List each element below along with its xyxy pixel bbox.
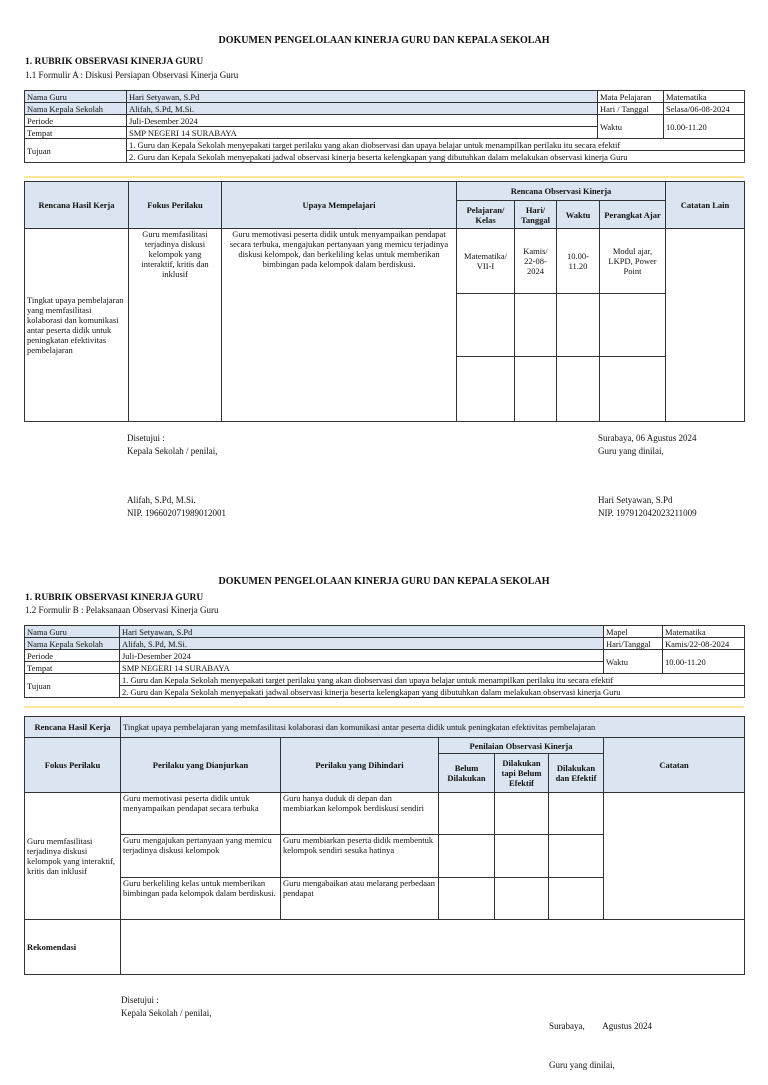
p2-check-cell [549, 878, 604, 920]
p2-h-catatan: Catatan [604, 738, 745, 793]
p1-tempat-label: Tempat [25, 127, 127, 139]
p2-periode-label: Periode [25, 650, 120, 662]
p2-h-dihindari: Perilaku yang Dihindari [281, 738, 439, 793]
p2-h-penilaian: Penilaian Observasi Kinerja [439, 738, 604, 754]
p1-h-rencana-obs: Rencana Observasi Kinerja [457, 182, 666, 201]
p1-tujuan-label: Tujuan [25, 139, 127, 163]
p1-divider [24, 176, 744, 178]
p1-sign-left [127, 432, 226, 520]
p2-tempat-label: Tempat [25, 662, 120, 674]
p2-check-cell [549, 793, 604, 835]
page1-title: DOKUMEN PENGELOLAAN KINERJA GURU DAN KEPALA SEKOLAH [218, 35, 550, 46]
p1-empty-cell [457, 357, 515, 422]
p2-hari: Kamis/22-08-2024 [663, 638, 745, 650]
p1-tempat: SMP NEGERI 14 SURABAYA [127, 127, 598, 139]
p1-sign-left-2: Kepala Sekolah / penilai, [127, 446, 218, 456]
p1-nama-guru: Hari Setyawan, S.Pd [127, 91, 598, 103]
p2-dianjurkan-cell: Guru mengajukan pertanyaan yang memicu terjadinya diskusi kelompok [121, 835, 281, 878]
page2-subsection: 1.2 Formulir B : Pelaksanaan Observasi Kinerja Guru [25, 605, 219, 615]
p2-sign-left [121, 994, 211, 1020]
p2-check-cell [439, 835, 495, 878]
p2-kepala-label: Nama Kepala Sekolah [25, 638, 120, 650]
p1-kepala: Alifah, S.Pd, M.Si. [127, 103, 598, 115]
p1-sign-right-1: Surabaya, 06 Agustus 2024 [598, 433, 697, 443]
p1-mapel: Matematika [664, 91, 745, 103]
p2-rencana-cell: Tingkat upaya pembelajaran yang memfasilitasi kolaborasi dan komunikasi antar peserta didik untuk peningkatan efektivitas pembelajaran [121, 717, 745, 738]
p2-sign-right [549, 994, 652, 1085]
p2-periode: Juli-Desember 2024 [120, 650, 604, 662]
p2-catatan-cell [604, 793, 745, 920]
p2-dihindari-cell: Guru mengabaikan atau melarang perbedaan pendapat [281, 878, 439, 920]
p1-h-upaya: Upaya Mempelajari [222, 182, 457, 229]
p2-h-dianjurkan: Perilaku yang Dianjurkan [121, 738, 281, 793]
p2-h-belum: Belum Dilakukan [439, 754, 495, 793]
p1-h-pelajaran: Pelajaran/ Kelas [457, 201, 515, 229]
p1-empty-cell [600, 357, 666, 422]
p1-empty-cell [515, 294, 557, 357]
p2-check-cell [439, 878, 495, 920]
p2-hari-label: Hari/Tanggal [604, 638, 663, 650]
p2-fokus-cell: Guru memfasilitasi terjadinya diskusi kelompok yang interaktif, kritis dan inklusif [25, 793, 121, 920]
page1-subsection: 1.1 Formulir A : Diskusi Persiapan Observasi Kinerja Guru [25, 70, 239, 80]
p1-sign-right [598, 432, 697, 520]
p2-waktu-label: Waktu [604, 650, 663, 674]
p2-nama-guru-label: Nama Guru [25, 626, 120, 638]
p1-tujuan-1: 1. Guru dan Kepala Sekolah menyepakati target perilaku yang akan diobservasi dan upaya belajar untuk menampilkan perilaku itu secara efektif [127, 139, 745, 151]
p1-periode-label: Periode [25, 115, 127, 127]
page1-plan-table [24, 181, 745, 422]
page1-info-table [24, 90, 745, 163]
p2-dianjurkan-cell: Guru berkeliling kelas untuk memberikan bimbingan pada kelompok dalam berdiskusi. [121, 878, 281, 920]
p1-kepala-label: Nama Kepala Sekolah [25, 103, 127, 115]
p1-nama-guru-label: Nama Guru [25, 91, 127, 103]
p2-h-efektif: Dilakukan dan Efektif [549, 754, 604, 793]
p1-empty-cell [557, 357, 600, 422]
p1-periode: Juli-Desember 2024 [127, 115, 598, 127]
p2-check-cell [495, 793, 549, 835]
p2-rekomendasi-label: Rekomendasi [25, 920, 121, 975]
p2-dihindari-cell: Guru hanya duduk di depan dan membiarkan kelompok berdiskusi sendiri [281, 793, 439, 835]
p2-tujuan-1: 1. Guru dan Kepala Sekolah menyepakati target perilaku yang akan diobservasi dan upaya belajar untuk menampilkan perilaku itu secara efektif [120, 674, 745, 686]
p2-sign-right-2: Guru yang dinilai, [549, 1060, 615, 1070]
p1-fokus-cell: Guru memfasilitasi terjadinya diskusi kelompok yang interaktif, kritis dan inklusif [129, 229, 222, 422]
p1-catatan-cell [666, 229, 745, 422]
p2-kepala: Alifah, S.Pd, M.Si. [120, 638, 604, 650]
p2-check-cell [495, 835, 549, 878]
p2-check-cell [549, 835, 604, 878]
p1-tujuan-2: 2. Guru dan Kepala Sekolah menyepakati jadwal observasi kinerja beserta kelengkapan yang dibutuhkan dalam melakukan observasi kinerja Guru [127, 151, 745, 163]
p1-upaya-cell: Guru memotivasi peserta didik untuk menyampaikan pendapat secara terbuka, mengajukan pertanyaan yang memicu terjadinya diskusi kelompok, dan berkeliling kelas untuk memberikan bimbingan pada kelompok dalam berdiskusi. [222, 229, 457, 422]
p1-waktu-label: Waktu [598, 115, 664, 139]
p2-mapel: Matematika [663, 626, 745, 638]
p1-sign-right-name: Hari Setyawan, S.Pd [598, 495, 673, 505]
p2-tujuan-label: Tujuan [25, 674, 120, 698]
p2-dianjurkan-cell: Guru memotivasi peserta didik untuk menyampaikan pendapat secara terbuka [121, 793, 281, 835]
p1-sign-right-2: Guru yang dinilai, [598, 446, 664, 456]
page2-obs-table [24, 716, 745, 975]
p2-h-rencana: Rencana Hasil Kerja [25, 717, 121, 738]
p2-sign-right-1: Surabaya, Agustus 2024 [549, 1021, 652, 1031]
p1-hari-cell: Kamis/ 22-08-2024 [515, 229, 557, 294]
p2-check-cell [439, 793, 495, 835]
p2-dihindari-cell: Guru membiarkan peserta didik membentuk kelompok sendiri sesuka hatinya [281, 835, 439, 878]
p2-check-cell [495, 878, 549, 920]
p1-sign-left-nip: NIP. 196602071989012001 [127, 508, 227, 518]
p1-perangkat-cell: Modul ajar, LKPD, Power Point [600, 229, 666, 294]
p1-empty-cell [557, 294, 600, 357]
page2-title: DOKUMEN PENGELOLAAN KINERJA GURU DAN KEPALA SEKOLAH [218, 576, 550, 587]
p1-h-perangkat: Perangkat Ajar [600, 201, 666, 229]
p2-mapel-label: Mapel [604, 626, 663, 638]
p2-divider [24, 706, 744, 708]
p2-tujuan-2: 2. Guru dan Kepala Sekolah menyepakati jadwal observasi kinerja beserta kelengkapan yang dibutuhkan dalam melakukan observasi kinerja Guru [120, 686, 745, 698]
page2-section: 1. RUBRIK OBSERVASI KINERJA GURU [25, 593, 204, 603]
p2-sign-left-1: Disetujui : [121, 995, 159, 1005]
p2-h-fokus: Fokus Perilaku [25, 738, 121, 793]
p1-pelajaran-cell: Matematika/ VII-I [457, 229, 515, 294]
p1-empty-cell [600, 294, 666, 357]
p2-nama-guru: Hari Setyawan, S.Pd [120, 626, 604, 638]
p2-tempat: SMP NEGERI 14 SURABAYA [120, 662, 604, 674]
p1-h-catatan: Catatan Lain [666, 182, 745, 229]
p1-hari: Selasa/06-08-2024 [664, 103, 745, 115]
p1-sign-left-name: Alifah, S.Pd, M.Si. [127, 495, 196, 505]
page1-section: 1. RUBRIK OBSERVASI KINERJA GURU [25, 57, 204, 67]
p2-sign-left-2: Kepala Sekolah / penilai, [121, 1008, 212, 1018]
p1-empty-cell [457, 294, 515, 357]
p1-waktu-cell: 10.00-11.20 [557, 229, 600, 294]
p1-mapel-label: Mata Pelajaran [598, 91, 664, 103]
p2-rekomendasi-cell [121, 920, 745, 975]
p1-empty-cell [515, 357, 557, 422]
p1-h-waktu: Waktu [557, 201, 600, 229]
p2-waktu: 10.00-11.20 [663, 650, 745, 674]
p1-h-fokus: Fokus Perilaku [129, 182, 222, 229]
p1-hari-label: Hari / Tanggal [598, 103, 664, 115]
p1-sign-left-1: Disetujui : [127, 433, 165, 443]
p1-sign-right-nip: NIP. 197912042023211009 [598, 508, 697, 518]
page2-info-table [24, 625, 745, 698]
p1-waktu: 10.00-11.20 [664, 115, 745, 139]
p2-h-tapi: Dilakukan tapi Belum Efektif [495, 754, 549, 793]
p1-h-hari: Hari/ Tanggal [515, 201, 557, 229]
p1-rencana-cell: Tingkat upaya pembelajaran yang memfasilitasi kolaborasi dan komunikasi antar peserta didik untuk peningkatan efektivitas pembelajaran [25, 229, 129, 422]
p1-h-rencana: Rencana Hasil Kerja [25, 182, 129, 229]
